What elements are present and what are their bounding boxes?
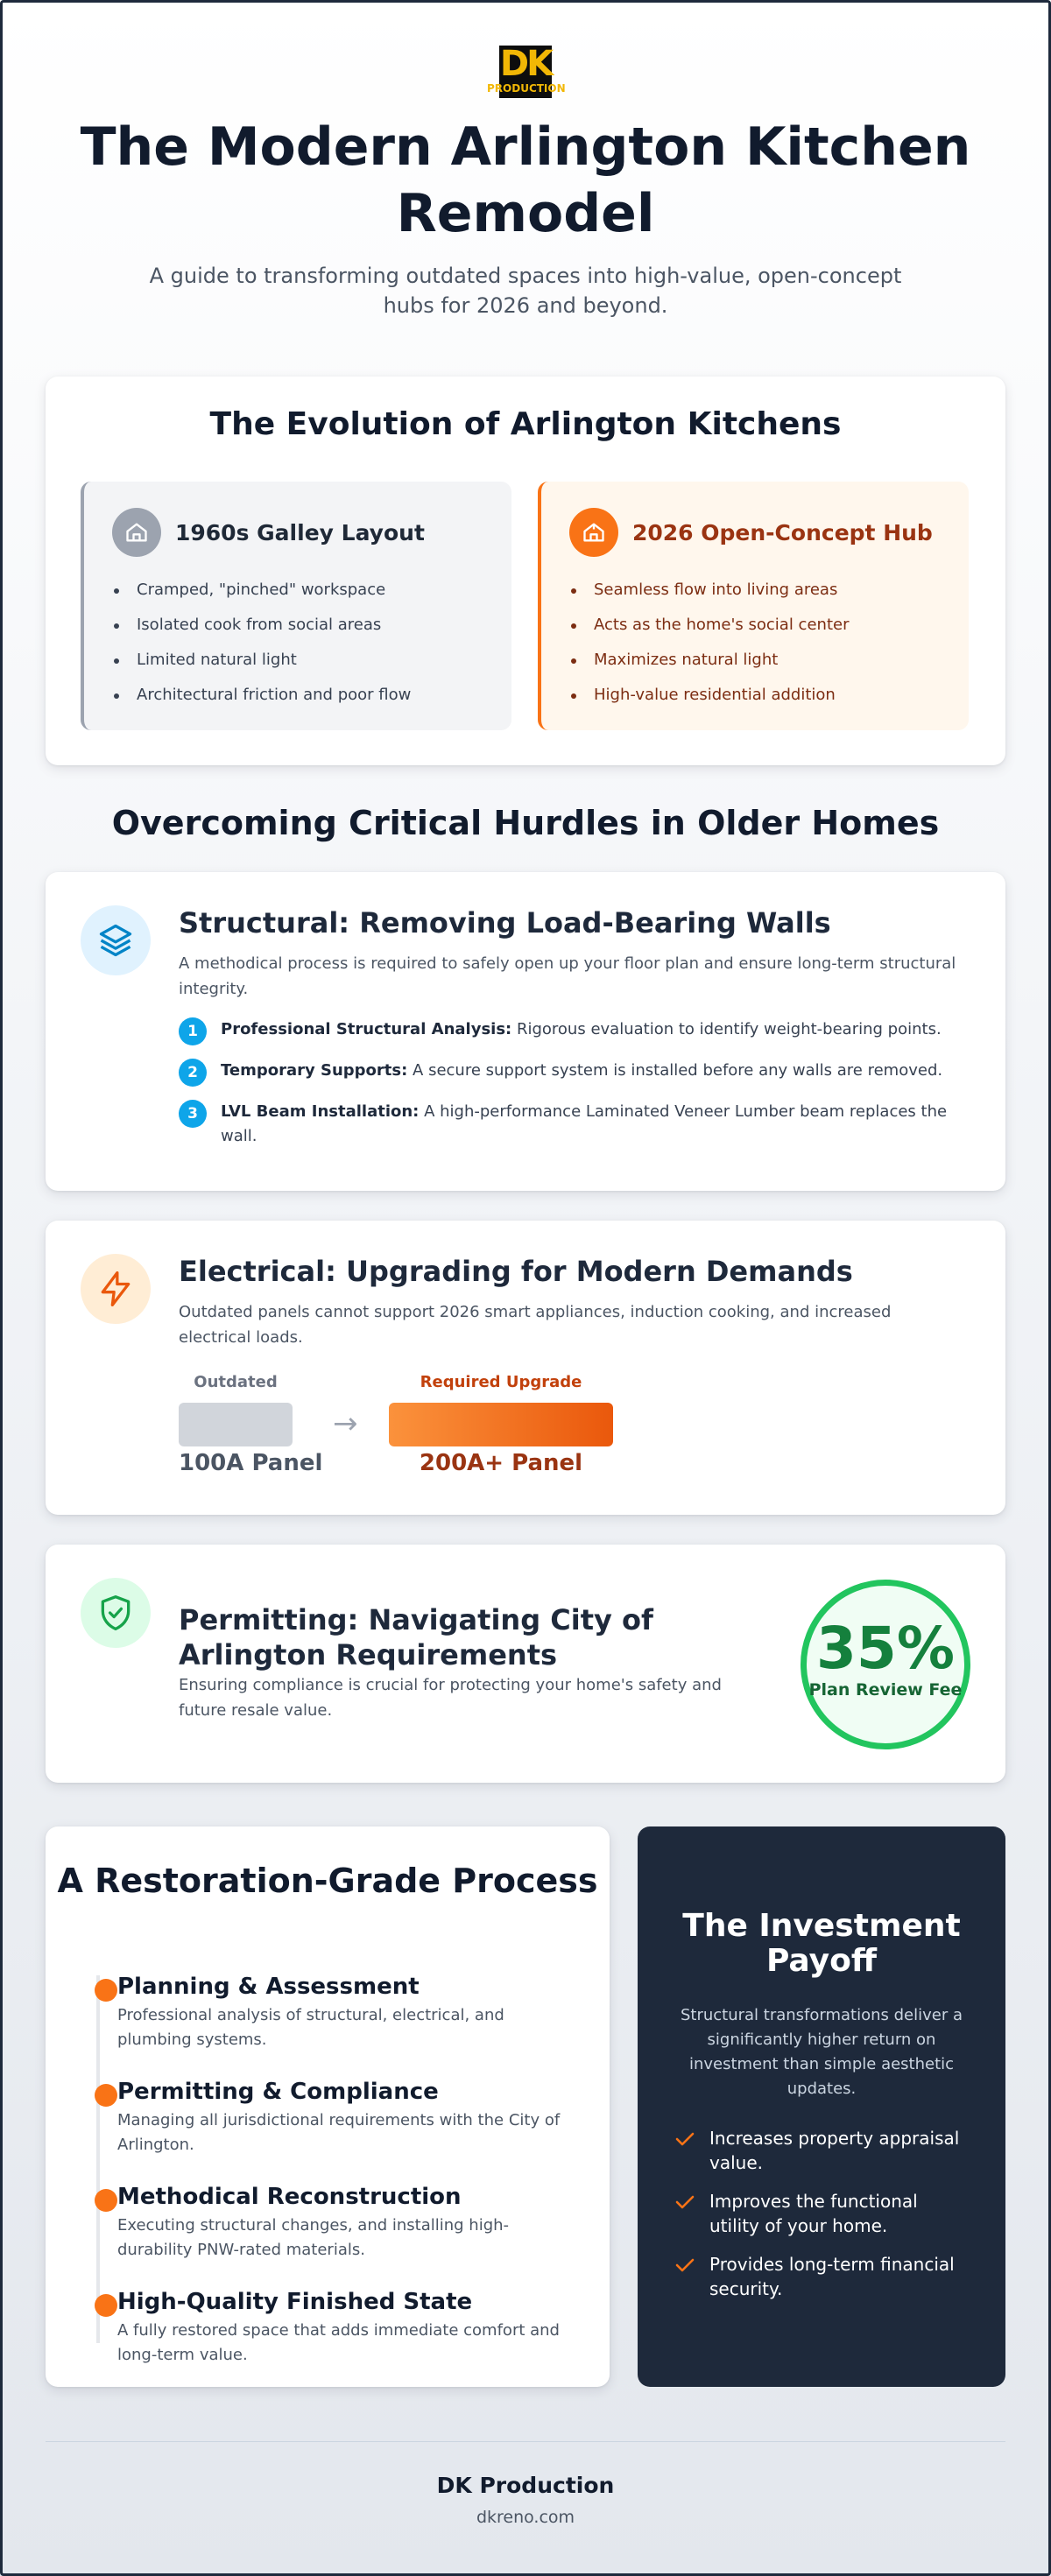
list-item: Architectural friction and poor flow bbox=[112, 678, 411, 713]
timeline-item-desc: Managing all jurisdictional requirements with the City of Arlington. bbox=[117, 2111, 561, 2154]
house-icon bbox=[112, 508, 161, 557]
investment-item bbox=[674, 2189, 972, 2238]
footer-company-name: DK Production bbox=[436, 2473, 615, 2498]
evolution-card bbox=[46, 377, 1005, 765]
investment-item bbox=[674, 2252, 972, 2301]
list-item: Acts as the home's social center bbox=[569, 608, 849, 643]
evolution-title: The Evolution of Arlington Kitchens bbox=[209, 406, 842, 442]
step-label: LVL Beam Installation: bbox=[221, 1102, 420, 1121]
list-item: Seamless flow into living areas bbox=[569, 573, 849, 608]
step-text: A high-performance Laminated Veneer Lumber beam replaces the wall. bbox=[221, 1102, 948, 1145]
new-layout-title: 2026 Open-Concept Hub bbox=[632, 520, 933, 545]
checkmark-icon bbox=[674, 2256, 695, 2275]
arrow-right-icon: → bbox=[333, 1406, 358, 1441]
step-text: Rigorous evaluation to identify weight-bearing points. bbox=[511, 1020, 942, 1038]
outdated-panel-value: 100A Panel bbox=[179, 1450, 323, 1476]
hurdles-title: Overcoming Critical Hurdles in Older Homes bbox=[111, 804, 940, 842]
timeline-item-desc: A fully restored space that adds immediate comfort and long-term value. bbox=[117, 2321, 560, 2364]
list-item: Cramped, "pinched" workspace bbox=[112, 573, 411, 608]
investment-list bbox=[674, 2126, 972, 2315]
investment-item-text: Provides long-term financial security. bbox=[709, 2254, 955, 2299]
investment-card bbox=[638, 1826, 1005, 2387]
old-layout-title: 1960s Galley Layout bbox=[175, 520, 425, 545]
electrical-description: Outdated panels cannot support 2026 smart appliances, induction cooking, and increased electrical loads. bbox=[179, 1303, 892, 1347]
investment-title: The Investment Payoff bbox=[682, 1908, 961, 1979]
logo-text-bottom: PRODUCTION bbox=[487, 82, 566, 95]
timeline-item-title: High-Quality Finished State bbox=[117, 2289, 473, 2315]
timeline-line bbox=[96, 1975, 100, 2343]
checkmark-icon bbox=[674, 2192, 695, 2212]
timeline-item-title: Methodical Reconstruction bbox=[117, 2184, 462, 2210]
timeline-item-title: Planning & Assessment bbox=[117, 1974, 420, 2000]
step-label: Professional Structural Analysis: bbox=[221, 1020, 512, 1038]
timeline-item-desc: Professional analysis of structural, electrical, and plumbing systems. bbox=[117, 2006, 504, 2049]
structural-step bbox=[179, 1100, 967, 1149]
timeline-item-desc: Executing structural changes, and installing high-durability PNW-rated materials. bbox=[117, 2216, 510, 2259]
plan-review-fee-stat bbox=[801, 1580, 970, 1749]
old-layout-panel bbox=[81, 482, 511, 730]
timeline-dot bbox=[95, 2294, 117, 2317]
page-title: The Modern Arlington Kitchen Remodel bbox=[80, 116, 971, 244]
investment-item-text: Increases property appraisal value. bbox=[709, 2128, 960, 2173]
upgrade-label: Required Upgrade bbox=[420, 1373, 582, 1391]
upgrade-panel-value: 200A+ Panel bbox=[419, 1450, 583, 1476]
new-layout-list bbox=[569, 573, 849, 713]
structural-steps bbox=[179, 1017, 967, 1165]
timeline-dot bbox=[95, 2189, 117, 2212]
page-subtitle: A guide to transforming outdated spaces into high-value, open-concept hubs for 2026 and beyond. bbox=[149, 264, 902, 318]
electrical-card bbox=[46, 1221, 1005, 1515]
timeline-item bbox=[117, 2077, 573, 2157]
house-icon bbox=[569, 508, 618, 557]
timeline-item bbox=[117, 2182, 573, 2263]
checkmark-icon bbox=[674, 2129, 695, 2149]
timeline-dot bbox=[95, 1979, 117, 2002]
step-number-badge: 3 bbox=[179, 1100, 207, 1128]
old-layout-list bbox=[112, 573, 411, 713]
list-item: Limited natural light bbox=[112, 643, 411, 678]
investment-item bbox=[674, 2126, 972, 2175]
logo-text-top: DK bbox=[499, 44, 552, 84]
new-layout-panel bbox=[538, 482, 969, 730]
list-item: High-value residential addition bbox=[569, 678, 849, 713]
dk-production-logo bbox=[487, 44, 566, 98]
electrical-title: Electrical: Upgrading for Modern Demands bbox=[179, 1255, 853, 1288]
step-number-badge: 2 bbox=[179, 1059, 207, 1087]
structural-description: A methodical process is required to safely open up your floor plan and ensure long-term structural integrity. bbox=[179, 954, 956, 998]
lightning-icon bbox=[81, 1254, 151, 1324]
stat-label: Plan Review Fee bbox=[808, 1680, 963, 1700]
list-item: Maximizes natural light bbox=[569, 643, 849, 678]
permitting-title: Permitting: Navigating City of Arlington Requirements bbox=[179, 1603, 653, 1672]
layers-icon bbox=[81, 905, 151, 975]
shield-check-icon bbox=[81, 1578, 151, 1648]
upgrade-panel-bar bbox=[389, 1403, 613, 1446]
step-number-badge: 1 bbox=[179, 1017, 207, 1045]
structural-title: Structural: Removing Load-Bearing Walls bbox=[179, 906, 831, 940]
footer-divider bbox=[46, 2441, 1005, 2442]
timeline-item-title: Permitting & Compliance bbox=[117, 2079, 439, 2105]
list-item: Isolated cook from social areas bbox=[112, 608, 411, 643]
stat-value: 35% bbox=[816, 1615, 955, 1682]
outdated-panel-bar bbox=[179, 1403, 293, 1446]
timeline-dot bbox=[95, 2084, 117, 2107]
timeline-item bbox=[117, 1972, 573, 2052]
footer-website-link[interactable]: dkreno.com bbox=[476, 2508, 575, 2527]
permitting-card bbox=[46, 1545, 1005, 1783]
step-label: Temporary Supports: bbox=[221, 1061, 408, 1080]
structural-step bbox=[179, 1059, 967, 1083]
outdated-label: Outdated bbox=[194, 1373, 278, 1391]
step-text: A secure support system is installed before any walls are removed. bbox=[407, 1061, 943, 1080]
permitting-description: Ensuring compliance is crucial for protecting your home's safety and future resale value. bbox=[179, 1676, 722, 1720]
process-title: A Restoration-Grade Process bbox=[57, 1862, 598, 1900]
structural-step bbox=[179, 1017, 967, 1042]
process-card bbox=[46, 1826, 610, 2387]
investment-description: Structural transformations deliver a significantly higher return on investment than simple aesthetic updates. bbox=[680, 2006, 963, 2098]
investment-item-text: Improves the functional utility of your home. bbox=[709, 2191, 918, 2236]
timeline-item bbox=[117, 2287, 573, 2368]
structural-card bbox=[46, 872, 1005, 1191]
